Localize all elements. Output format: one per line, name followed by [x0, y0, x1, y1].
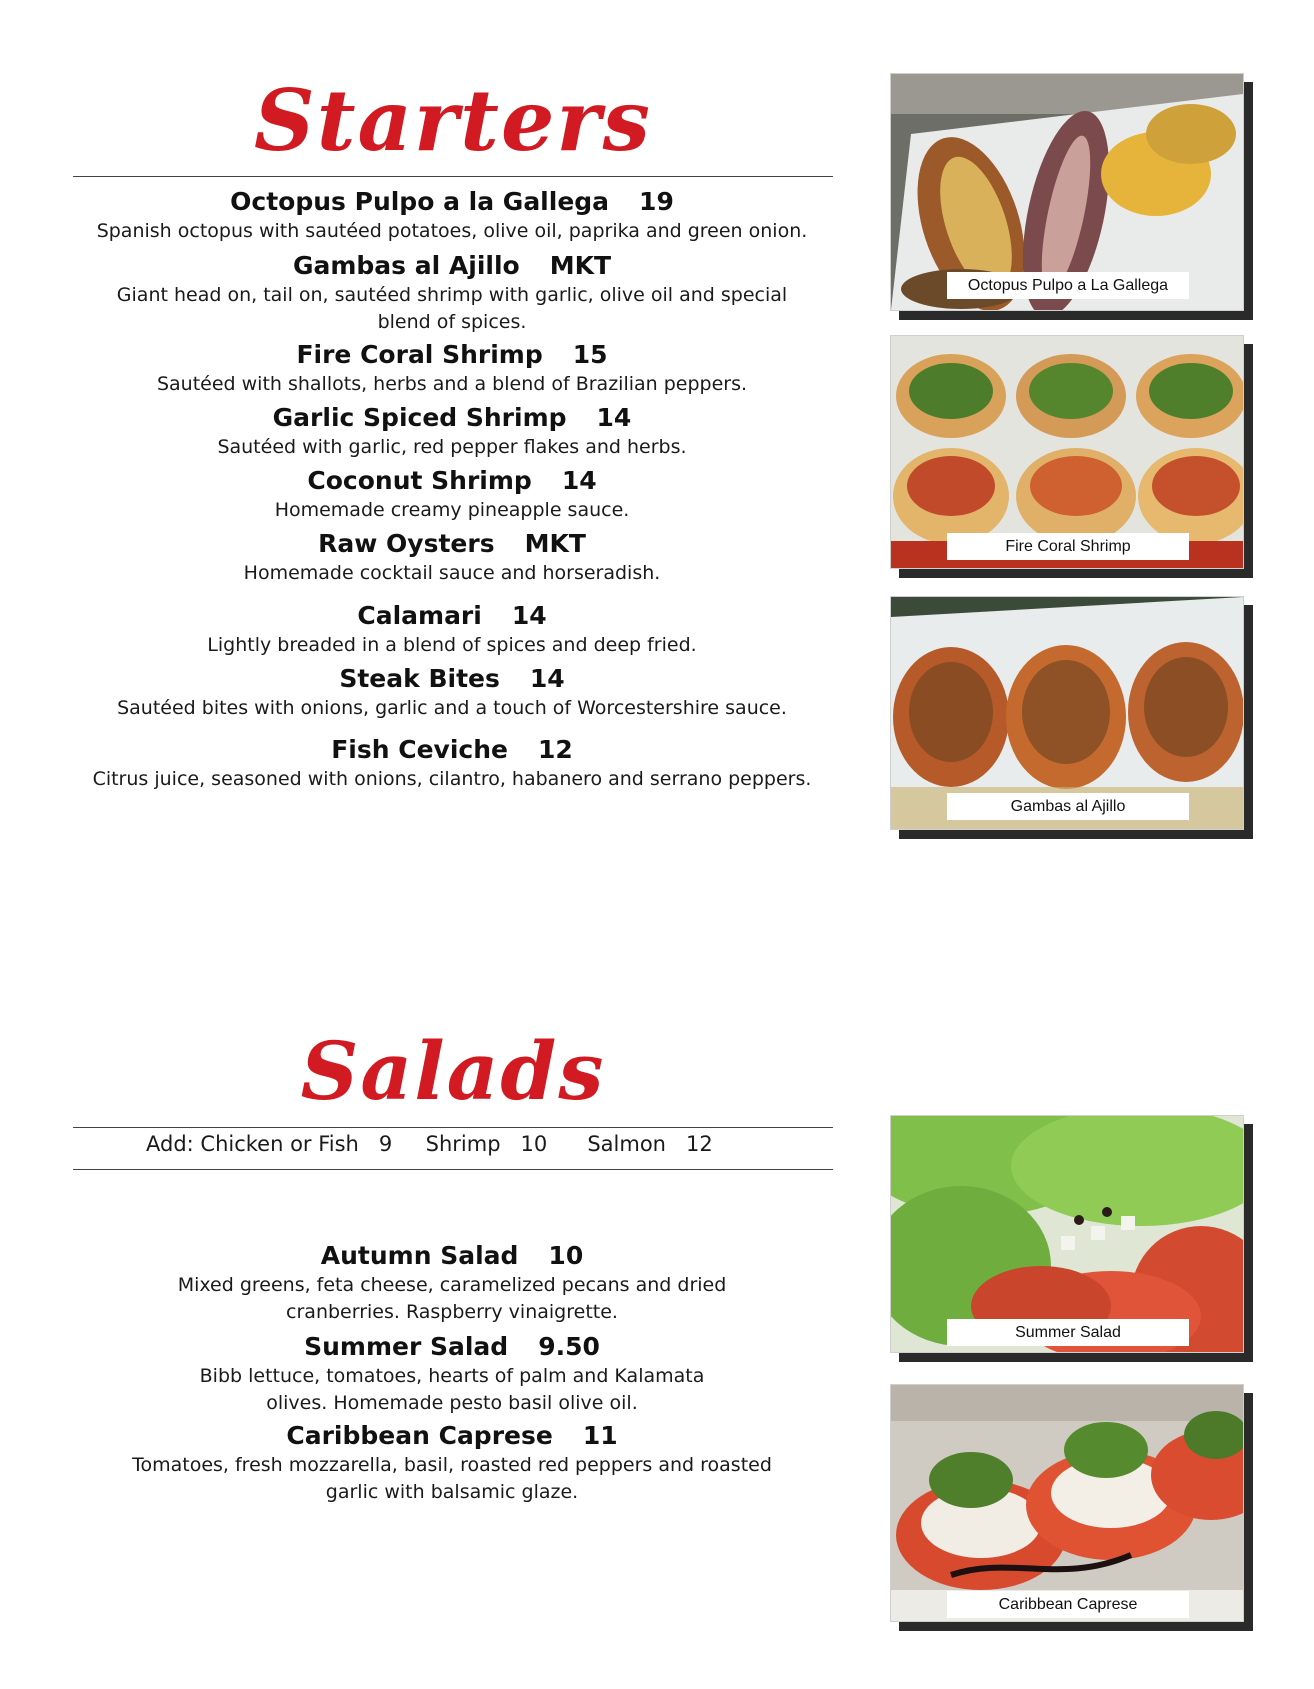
item-description: Spanish octopus with sautéed potatoes, olive oil, paprika and green onion.	[96, 220, 808, 242]
salads-title: Salads	[300, 1024, 606, 1118]
item-price: 15	[572, 340, 608, 369]
item-name: Autumn Salad	[320, 1241, 519, 1270]
menu-item	[90, 1420, 814, 1506]
item-description: Sautéed bites with onions, garlic and a touch of Worcestershire sauce.	[117, 697, 787, 719]
menu-item	[90, 186, 814, 245]
menu-item	[90, 402, 814, 461]
item-name: Raw Oysters	[318, 529, 495, 558]
summer-salad-photo	[890, 1115, 1244, 1353]
menu-item	[90, 339, 814, 398]
item-description: Bibb lettuce, tomatoes, hearts of palm and Kalamata olives. Homemade pesto basil olive oil.	[199, 1365, 705, 1414]
item-price: 10	[548, 1241, 584, 1270]
photo-caption: Summer Salad	[947, 1319, 1189, 1346]
item-price: MKT	[524, 529, 586, 558]
item-description: Giant head on, tail on, sautéed shrimp with garlic, olive oil and special blend of spices.	[116, 284, 788, 333]
starters-title: Starters	[254, 71, 652, 170]
summer-salad-image	[891, 1116, 1243, 1352]
item-name: Summer Salad	[304, 1332, 509, 1361]
item-description: Homemade cocktail sauce and horseradish.	[243, 562, 661, 584]
photo-caption: Caribbean Caprese	[947, 1591, 1189, 1618]
item-name: Garlic Spiced Shrimp	[272, 403, 567, 432]
menu-item	[90, 528, 814, 587]
item-price: 9.50	[538, 1332, 600, 1361]
item-name: Fire Coral Shrimp	[296, 340, 543, 369]
item-description: Sautéed with shallots, herbs and a blend of Brazilian peppers.	[156, 373, 748, 395]
fire-coral-photo	[890, 335, 1244, 569]
item-price: 14	[529, 664, 565, 693]
photo-caption: Fire Coral Shrimp	[947, 533, 1189, 560]
salad-addons: Add: Chicken or Fish 9 Shrimp 10 Salmon 12	[146, 1132, 713, 1156]
photo-caption: Octopus Pulpo a La Gallega	[947, 272, 1189, 299]
caprese-photo	[890, 1384, 1244, 1622]
menu-item	[90, 600, 814, 659]
salads-divider-bottom	[73, 1169, 833, 1170]
item-description: Sautéed with garlic, red pepper flakes and herbs.	[217, 436, 687, 458]
item-name: Fish Ceviche	[331, 735, 508, 764]
item-name: Steak Bites	[339, 664, 500, 693]
item-price: 12	[537, 735, 573, 764]
item-description: Lightly breaded in a blend of spices and deep fried.	[207, 634, 697, 656]
gambas-photo	[890, 596, 1244, 830]
item-price: 14	[511, 601, 547, 630]
item-price: 14	[596, 403, 632, 432]
item-name: Calamari	[357, 601, 482, 630]
item-name: Caribbean Caprese	[286, 1421, 553, 1450]
menu-item	[90, 250, 814, 336]
starters-divider	[73, 176, 833, 177]
item-name: Gambas al Ajillo	[292, 251, 520, 280]
menu-item	[90, 663, 814, 722]
salads-divider-top	[73, 1127, 833, 1128]
item-name: Coconut Shrimp	[307, 466, 532, 495]
menu-item	[90, 465, 814, 524]
menu-item	[90, 1331, 814, 1417]
item-price: 14	[561, 466, 597, 495]
item-description: Homemade creamy pineapple sauce.	[274, 499, 630, 521]
item-description: Mixed greens, feta cheese, caramelized pecans and dried cranberries. Raspberry vinaigrette.	[177, 1274, 727, 1323]
menu-item	[90, 734, 814, 793]
menu-item	[90, 1240, 814, 1326]
item-price: MKT	[549, 251, 612, 280]
item-price: 11	[582, 1421, 618, 1450]
octopus-photo	[890, 73, 1244, 311]
item-description: Citrus juice, seasoned with onions, cilantro, habanero and serrano peppers.	[92, 768, 812, 790]
item-name: Octopus Pulpo a la Gallega	[230, 187, 610, 216]
item-description: Tomatoes, fresh mozzarella, basil, roasted red peppers and roasted garlic with balsamic glaze.	[132, 1454, 772, 1503]
caprese-image	[891, 1385, 1243, 1621]
photo-caption: Gambas al Ajillo	[947, 793, 1189, 820]
item-price: 19	[639, 187, 674, 216]
